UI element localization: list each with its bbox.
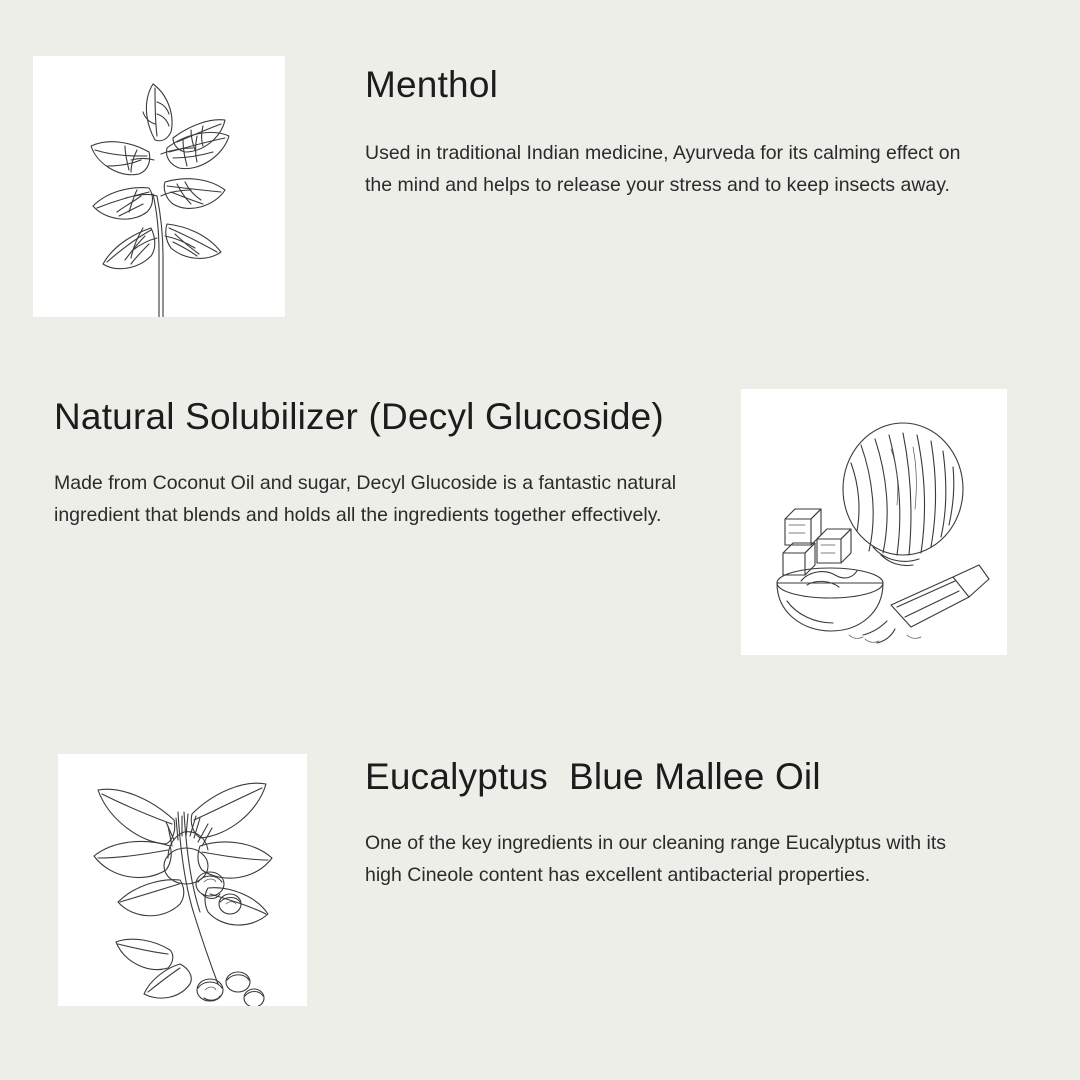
eucalyptus-branch-sketch [58,754,307,1006]
eucalyptus-text-column [365,752,975,891]
menthol-body: Used in traditional Indian medicine, Ayurveda for its calming effect on the mind and helps to release your stress and to keep insects away. [365,141,961,196]
eucalyptus-image-card [58,754,307,1006]
menthol-image-card [33,56,285,317]
solubilizer-body: Made from Coconut Oil and sugar, Decyl Glucoside is a fantastic natural ingredient that blends and holds all the ingredients together effectively. [54,471,677,526]
eucalyptus-body: One of the key ingredients in our cleaning range Eucalyptus with its high Cineole content has excellent antibacterial properties. [365,831,947,886]
mint-leaves-sketch [33,56,285,317]
eucalyptus-heading: Eucalyptus Blue Mallee Oil [365,756,821,797]
menthol-text-column [365,60,965,201]
solubilizer-heading: Natural Solubilizer (Decyl Glucoside) [54,396,664,437]
coconut-and-sugar-sketch [741,389,1007,655]
menthol-heading: Menthol [365,64,499,105]
solubilizer-text-column [54,392,694,531]
solubilizer-image-card [741,389,1007,655]
